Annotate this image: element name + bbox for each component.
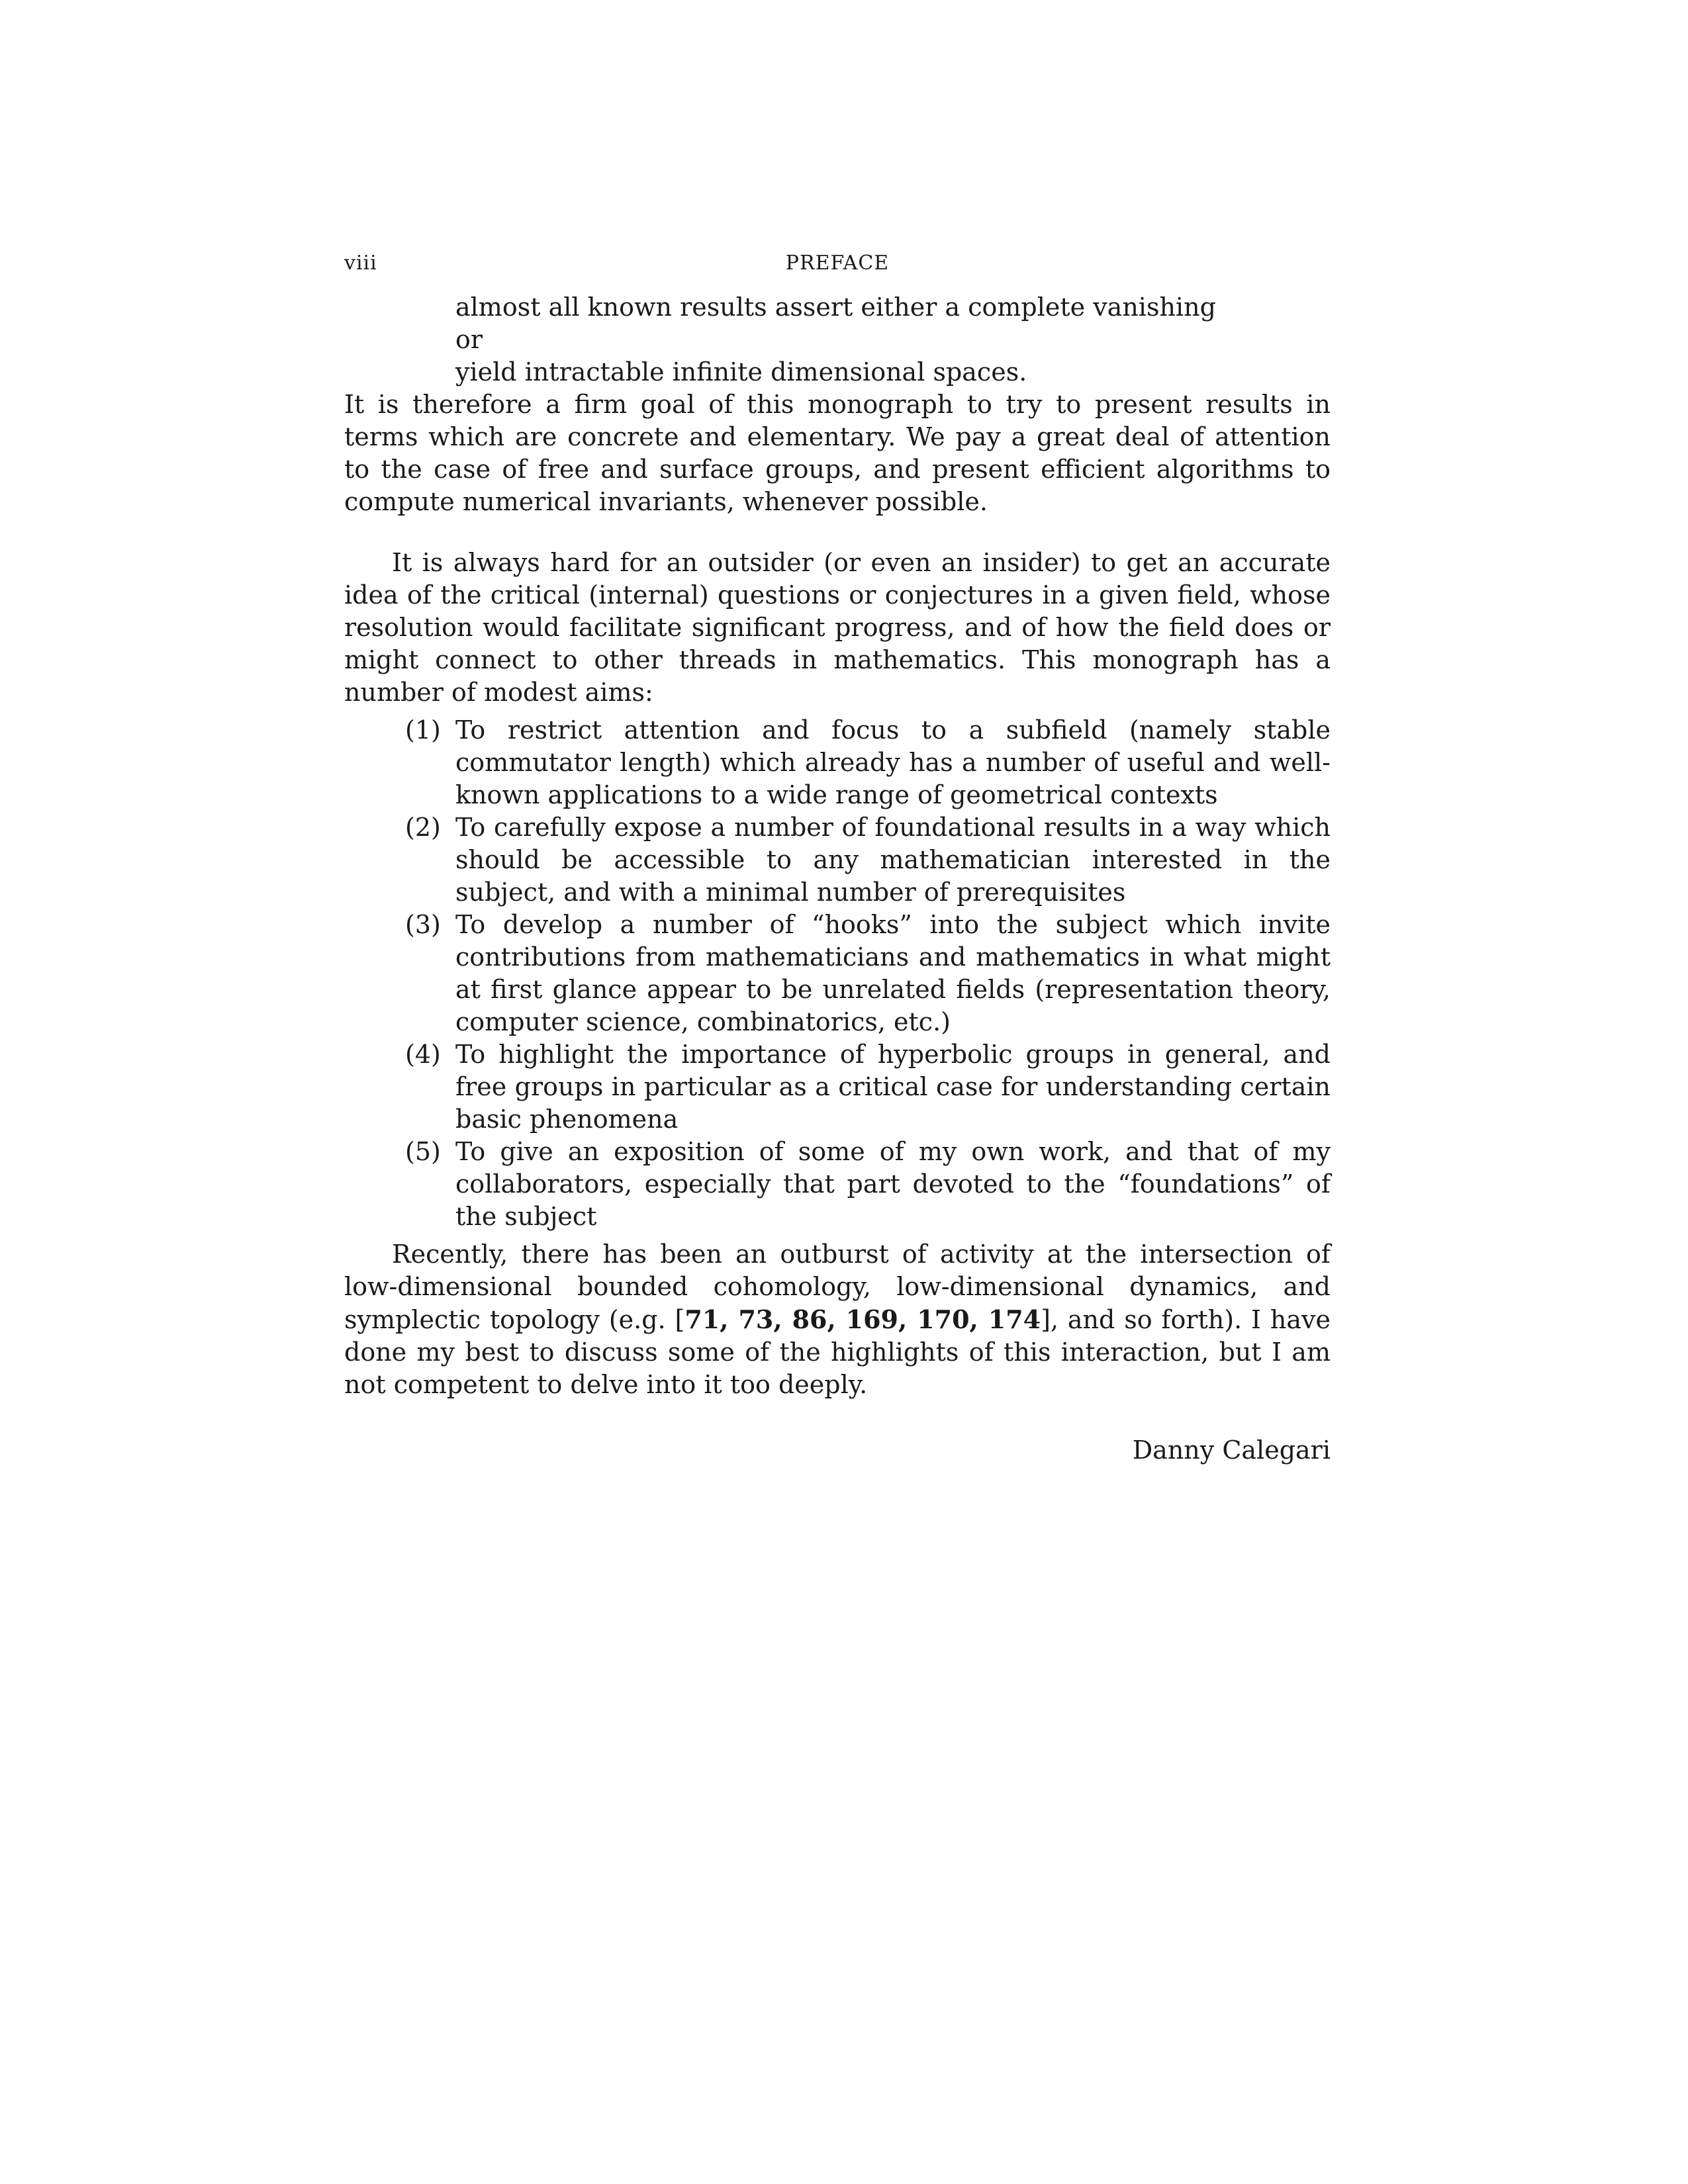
- list-item-text: To carefully expose a number of foundational results in a way which should be accessible to any mathematician interested in the subject, and with a minimal number of prerequisites: [455, 813, 1331, 907]
- quote-line-1: almost all known results assert either a complete vanishing or: [455, 293, 1216, 354]
- paragraph-recent-activity: [344, 1238, 1331, 1401]
- list-item-number: (5): [405, 1137, 441, 1166]
- paragraph-goal: It is therefore a firm goal of this monograph to try to present results in terms which are concrete and elementary. We pay a great deal of attention to the case of free and surface groups, and present efficient algorithms to compute numerical invariants, whenever possible.: [344, 390, 1331, 516]
- running-header: [344, 251, 1331, 291]
- list-item: [344, 1136, 1331, 1233]
- body-text: [344, 291, 1331, 1401]
- list-item-number: (1): [405, 715, 441, 745]
- block-quote: [344, 291, 1331, 388]
- list-item: [344, 811, 1331, 909]
- list-item-number: (2): [405, 813, 441, 842]
- list-item: [344, 909, 1331, 1038]
- paragraph-text-after-citations: ], and so forth). I have done my best to discuss some of the highlights of this interaction, but I am not competent to delve into it too deeply.: [344, 1305, 1331, 1399]
- list-item-text: To develop a number of “hooks” into the subject which invite contributions from mathematicians and mathematics in what might at first glance appear to be unrelated fields (representation theory, computer science, combinatorics, etc.): [455, 910, 1331, 1036]
- list-item-number: (3): [405, 910, 441, 939]
- quote-line-2: yield intractable infinite dimensional spaces.: [455, 357, 1027, 387]
- list-item-number: (4): [405, 1040, 441, 1069]
- page-number: viii: [344, 251, 377, 275]
- citation-list: 71, 73, 86, 169, 170, 174: [684, 1304, 1041, 1334]
- author-signature: Danny Calegari: [1132, 1435, 1331, 1465]
- document-page: [344, 251, 1331, 1467]
- list-item: [344, 714, 1331, 811]
- running-title: PREFACE: [785, 251, 890, 275]
- aims-list: [344, 714, 1331, 1233]
- paragraph-text-before-citations: Recently, there has been an outburst of activity at the intersection of low-dimensional bounded cohomology, low-dimensional dynamics, and symplectic topology (e.g. [: [344, 1240, 1331, 1334]
- list-item-text: To highlight the importance of hyperbolic groups in general, and free groups in particular as a critical case for understanding certain basic phenomena: [455, 1040, 1331, 1134]
- list-item: [344, 1038, 1331, 1136]
- list-item-text: To restrict attention and focus to a subfield (namely stable commutator length) which already has a number of useful and well-known applications to a wide range of geometrical contexts: [455, 715, 1331, 809]
- list-item-text: To give an exposition of some of my own work, and that of my collaborators, especially that part devoted to the “foundations” of the subject: [455, 1137, 1331, 1231]
- paragraph-aims-intro: It is always hard for an outsider (or even an insider) to get an accurate idea of the critical (internal) questions or conjectures in a given field, whose resolution would facilitate significant progress, and of how the field does or might connect to other threads in mathematics. This monograph has a number of modest aims:: [344, 548, 1331, 707]
